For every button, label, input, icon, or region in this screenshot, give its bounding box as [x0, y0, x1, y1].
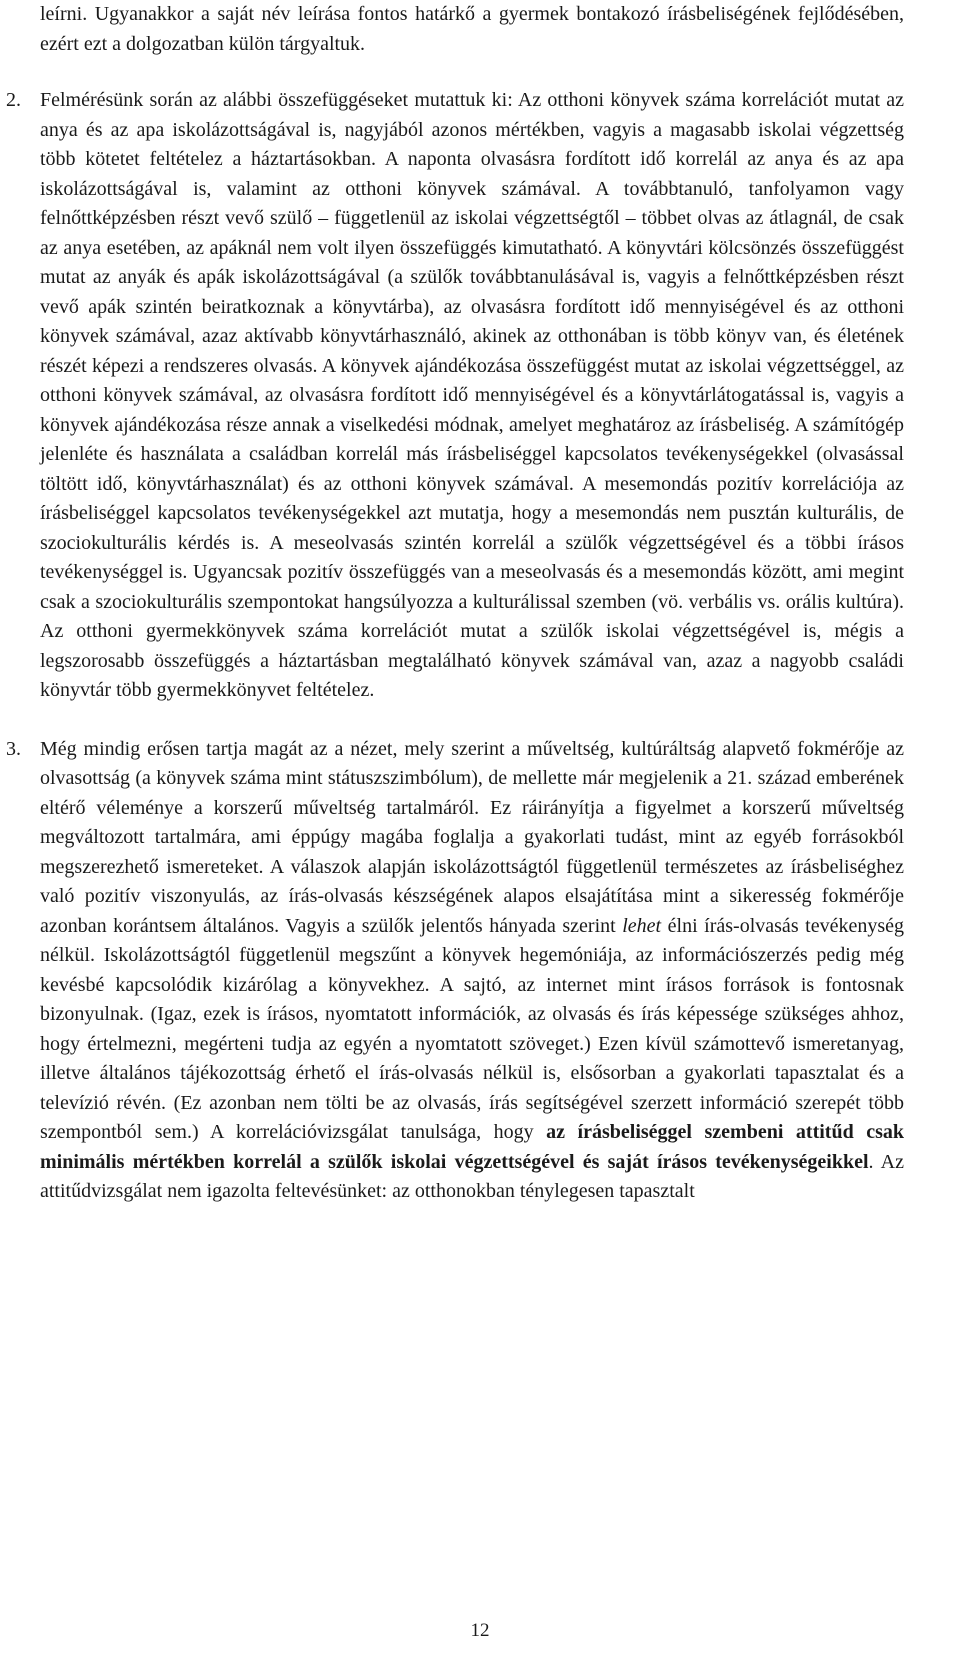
item-number: 2. — [6, 89, 21, 111]
item-3-text-part-3: . Az attitűdvizsgálat nem igazolta feltevésünket: az otthonokban ténylegesen tapasztalt — [40, 1150, 904, 1202]
document-page — [6, 0, 905, 1207]
item-2-text: Felmérésünk során az alábbi összefüggéseket mutattuk ki: Az otthoni könyvek száma korrelációt mutat az anya és az apa iskolázottságával is, nagyjából azonos mértékben, vagyis a magasabb iskolai végzettség több kötetet feltételez a háztartásokban. A naponta olvasásra fordított idő korrelál az anya és az apa iskolázottságával is, valamint az otthoni könyvek számával. A továbbtanuló, tanfolyamon vagy felnőttképzésben részt vevő szülő – függetlenül az iskolai végzettségtől – többet olvas az átlagnál, de csak az anya esetében, az apáknál nem volt ilyen összefüggés kimutatható. A könyvtári kölcsönzés összefüggést mutat az anyák és apák iskolázottságával (a szülők továbbtanulásával is, vagyis a felnőttképzésben részt vevő apák szintén beiratkoznak a könyvtárba), az olvasásra fordított idő mennyiségével és az otthoni könyvek számával, azaz aktívabb könyvtárhasználó, akinek az otthonában is több könyv van, és életének részét képezi a rendszeres olvasás. A könyvek ajándékozása összefüggést mutat az iskolai végzettséggel, az otthoni könyvek számával, az olvasásra fordított idő mennyiségével és a könyvtárlátogatással is, vagyis a könyvek ajándékozása része annak a viselkedési módnak, amelyet meghatároz az írásbeliség. A számítógép jelenléte és használata a családban korrelál más írásbeliséggel kapcsolatos tevékenységekkel (olvasással töltött idő, könyvtárhasználat) és az otthoni könyvek számával. A mesemondás pozitív korrelációja az írásbeliséggel kapcsolatos tevékenységekkel azt mutatja, hogy a mesemondás nem pusztán kulturális, de szociokulturális kérdés is. A meseolvasás szintén korrelál a szülők végzettségével és a többi írásos tevékenységgel is. Ugyancsak pozitív összefüggés van a meseolvasás és a mesemondás között, ami megint csak a szociokulturális szempontokat hangsúlyozza a kulturálissal szemben (vö. verbális vs. orális kultúra). Az otthoni gyermekkönyvek száma korrelációt mutat a szülők iskolai végzettségével is, mégis a legszorosabb összefüggés a háztartásban megtalálható könyvek számával van, azaz a nagyobb családi könyvtár több gyermekkönyvet feltételez. — [40, 89, 904, 701]
item-3-text-part-1: Még mindig erősen tartja magát az a nézet, mely szerint a műveltség, kultúráltság alapvető fokmérője az olvasottság (a könyvek száma mint státuszszimbólum), de mellette már megjelenik a 21. század emberének eltérő véleménye a korszerű műveltség tartalmáról. Ez ráirányítja a figyelmet a korszerű műveltség megváltozott tartalmára, ami éppúgy magába foglalja a gyakorlati tudást, mint az egyéb forrásokból megszerezhető ismereteket. A válaszok alapján iskolázottságtól függetlenül természetes az írásbeliséghez való pozitív viszonyulás, az írás-olvasás készségének alapos elsajátítása mint a sikeresség fokmérője azonban korántsem általános. Vagyis a szülők jelentős hányada szerint — [40, 737, 904, 937]
page-number: 12 — [470, 1620, 490, 1641]
bold-emphasis: az írásbeliséggel szembeni attitűd csak minimális mértékben korrelál a szülők iskolai végzettségével és saját írásos tevékenységeikkel — [40, 1121, 905, 1173]
item-3-text-part-2: élni írás-olvasás tevékenység nélkül. Iskolázottságtól függetlenül megszűnt a könyvek hegemóniája, az információszerzés pedig még kevésbé kapcsolódik kizárólag a könyvekhez. A sajtó, az internet mint írásos források is fontosnak bizonyulnak. (Igaz, ezek is írásos, nyomtatott információk, az olvasás és írás képessége szükséges ahhoz, hogy értelmezni, megérteni tudja az egyén a nyomtatott szöveget.) Ezen kívül számottevő ismeretanyag, illetve általános tájékozottság érhető el írás-olvasás nélkül is, elsősorban a gyakorlati tapasztalat és a televízió révén. (Ez azonban nem tölti be az olvasás, írás segítségével szerzett információ szerepét több szempontból sem.) A korrelációvizsgálat tanulsága, hogy — [40, 914, 904, 1143]
italic-emphasis: lehet — [622, 914, 662, 937]
intro-paragraph: leírni. Ugyanakkor a saját név leírása fontos határkő a gyermek bontakozó írásbeliségének fejlődésében, ezért ezt a dolgozatban külön tárgyaltuk. — [40, 3, 904, 55]
list-item-2 — [6, 86, 904, 706]
item-number: 3. — [6, 737, 21, 760]
item-3-text — [40, 735, 904, 1207]
list-item-3 — [6, 735, 905, 1207]
